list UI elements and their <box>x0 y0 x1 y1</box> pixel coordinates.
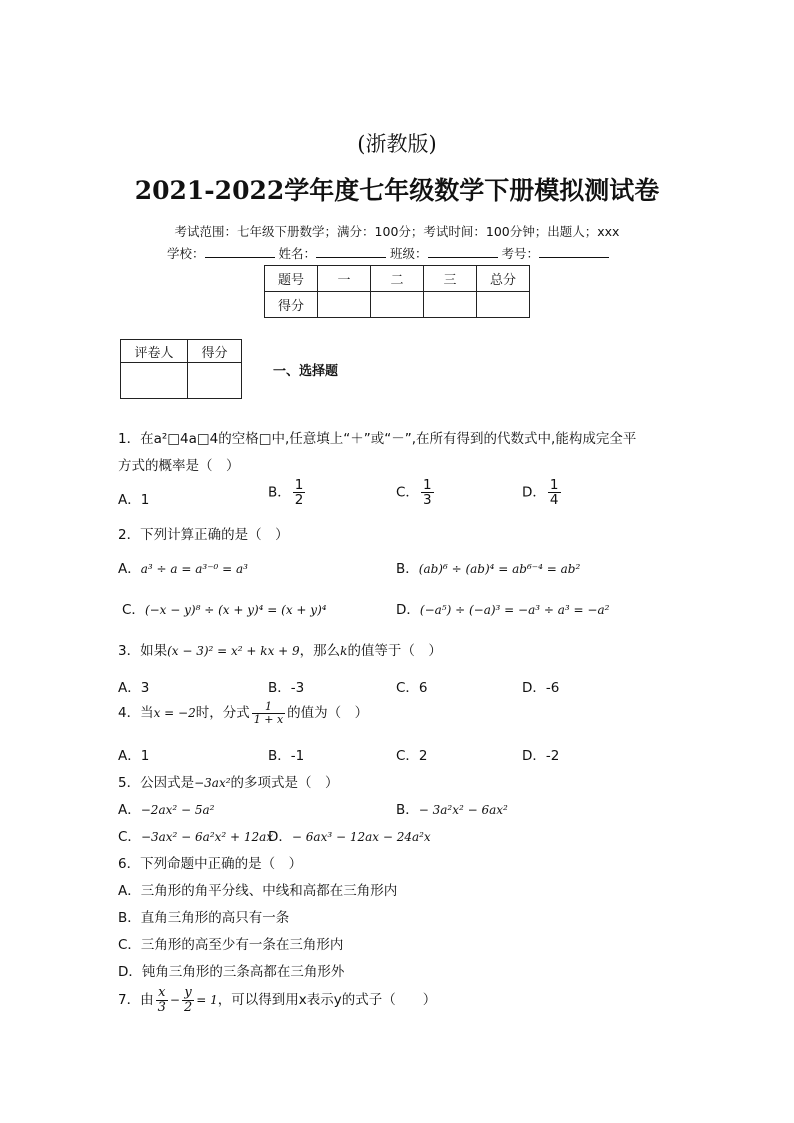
class-label: 班级： <box>390 246 428 261</box>
q5-option-c[interactable]: C．−3ax² − 6a²x² + 12ax <box>118 829 274 845</box>
q2-option-c[interactable]: C．(−x − y)⁸ ÷ (x + y)⁴ = (x + y)⁴ <box>122 602 327 618</box>
edition-subtitle: (浙教版) <box>357 132 437 156</box>
student-fields <box>167 244 609 262</box>
name-label: 姓名： <box>278 246 317 261</box>
question-4-stem: 4．当x = −2时，分式 $\frac{1}{1 + x}$ 的值为（ ） <box>118 700 369 726</box>
q2-option-d[interactable]: D．(−a⁵) ÷ (−a)³ = −a³ ÷ a³ = −a² <box>396 602 610 618</box>
fraction: $\frac{1}{2}$ <box>294 477 304 509</box>
q3-option-b[interactable]: B．-3 <box>268 680 305 696</box>
question-3-stem: 3．如果(x − 3)² = x² + kx + 9，那么k的值等于（ ） <box>118 643 442 659</box>
score-row-label: 得分 <box>265 292 318 318</box>
question-6-stem: 6．下列命题中正确的是（ ） <box>118 856 303 872</box>
section-title: 一、选择题 <box>273 364 339 379</box>
grader-score-cell[interactable] <box>188 363 242 399</box>
number-label: 考号： <box>501 246 540 261</box>
question-2-stem: 2．下列计算正确的是（ ） <box>118 527 289 543</box>
q6-option-c[interactable]: C．三角形的高至少有一条在三角形内 <box>118 937 344 953</box>
q4-option-d[interactable]: D．-2 <box>522 748 560 764</box>
grader-score-header: 得分 <box>188 340 242 363</box>
q4-option-a[interactable]: A．1 <box>118 748 150 764</box>
number-blank[interactable] <box>539 245 609 258</box>
q5-option-a[interactable]: A．−2ax² − 5a² <box>118 802 215 818</box>
class-blank[interactable] <box>428 245 498 258</box>
name-blank[interactable] <box>316 245 386 258</box>
question-1-stem-cont: 方式的概率是（ ） <box>118 458 240 474</box>
fraction: $\frac{1}{3}$ <box>422 477 432 509</box>
score-header-cell: 二 <box>371 266 424 292</box>
fraction: $\frac{y}{2}$ <box>183 985 193 1015</box>
question-1-stem: 1．在a²□4a□4的空格□中,任意填上“＋”或“－”,在所有得到的代数式中,能构成完全平 <box>118 431 637 447</box>
score-cell[interactable] <box>477 292 530 318</box>
question-5-stem: 5．公因式是−3ax²的多项式是（ ） <box>118 775 339 791</box>
fraction: $\frac{x}{3}$ <box>157 985 166 1015</box>
score-cell[interactable] <box>371 292 424 318</box>
school-blank[interactable] <box>205 245 275 258</box>
fraction: $\frac{1}{1 + x}$ <box>253 700 284 726</box>
q4-option-c[interactable]: C．2 <box>396 748 428 764</box>
score-cell[interactable] <box>424 292 477 318</box>
question-7-stem: 7．由 $\frac{x}{3}$ − $\frac{y}{2}$ = 1，可以得到用x表示y的式子（ ） <box>118 985 437 1015</box>
q5-option-d[interactable]: D．− 6ax³ − 12ax − 24a²x <box>268 829 431 845</box>
score-header-cell: 一 <box>318 266 371 292</box>
q1-option-b[interactable]: B． $\frac{1}{2}$ <box>268 477 304 509</box>
q1-option-c[interactable]: C． $\frac{1}{3}$ <box>396 477 432 509</box>
q5-option-b[interactable]: B．− 3a²x² − 6ax² <box>396 802 508 818</box>
q3-option-a[interactable]: A．3 <box>118 680 150 696</box>
grader-cell[interactable] <box>121 363 188 399</box>
q3-option-d[interactable]: D．-6 <box>522 680 560 696</box>
q6-option-d[interactable]: D．钝角三角形的三条高都在三角形外 <box>118 964 345 980</box>
q6-option-a[interactable]: A．三角形的角平分线、中线和高都在三角形内 <box>118 883 398 899</box>
q6-option-b[interactable]: B．直角三角形的高只有一条 <box>118 910 290 926</box>
q1-option-d[interactable]: D． $\frac{1}{4}$ <box>522 477 559 509</box>
score-table <box>264 265 530 318</box>
q1-option-a[interactable]: A．1 <box>118 492 150 508</box>
grader-table <box>120 339 242 399</box>
q2-option-b[interactable]: B．(ab)⁶ ÷ (ab)⁴ = ab⁶⁻⁴ = ab² <box>396 561 581 577</box>
grader-header: 评卷人 <box>121 340 188 363</box>
score-cell[interactable] <box>318 292 371 318</box>
score-table-header-row <box>265 266 530 292</box>
fraction: $\frac{1}{4}$ <box>549 477 559 509</box>
page-title: 2021-2022学年度七年级数学下册模拟测试卷 <box>134 176 660 205</box>
school-label: 学校： <box>167 246 205 261</box>
score-header-cell: 题号 <box>265 266 318 292</box>
q4-option-b[interactable]: B．-1 <box>268 748 305 764</box>
exam-info: 考试范围：七年级下册数学；满分：100分；考试时间：100分钟；出题人；xxx <box>174 224 620 239</box>
score-table-score-row <box>265 292 530 318</box>
q2-option-a[interactable]: A．a³ ÷ a = a³⁻⁰ = a³ <box>118 561 248 577</box>
score-header-cell: 总分 <box>477 266 530 292</box>
q3-option-c[interactable]: C．6 <box>396 680 428 696</box>
score-header-cell: 三 <box>424 266 477 292</box>
